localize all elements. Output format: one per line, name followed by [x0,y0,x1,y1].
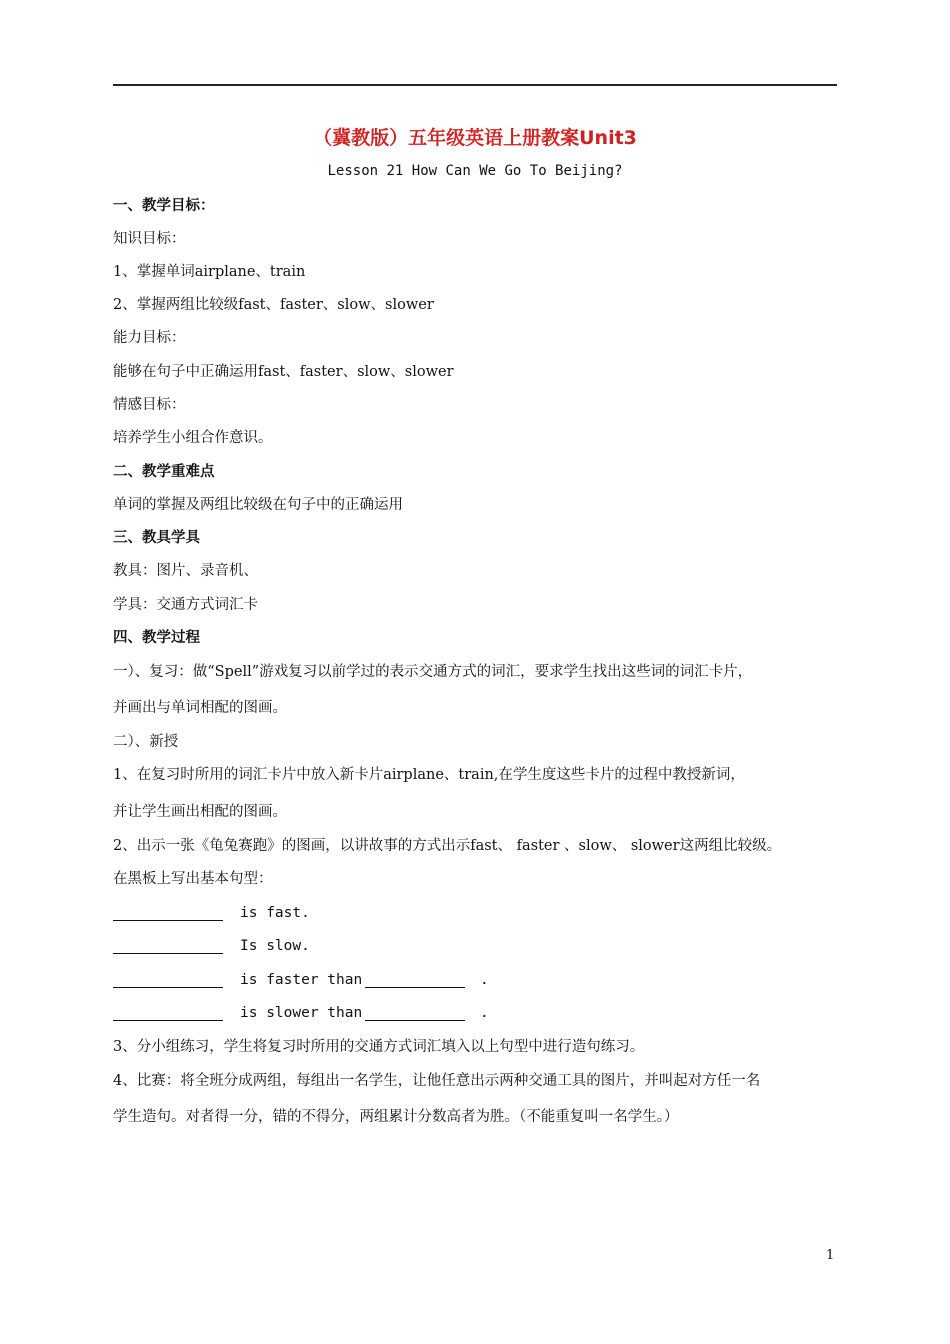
step-3-text: 3、分小组练习，学生将复习时所用的交通方式词汇填入以上句型中进行造句练习。 [113,1039,645,1055]
step-2-line-1: 2、出示一张《龟兔赛跑》的图画，以讲故事的方式出示fast、 faster 、slow、 slower这两组比较级。 [113,838,782,854]
fill-blank-1 [113,920,223,921]
section-3-heading: 三、教具学具 [113,530,200,546]
emotion-text: 培养学生小组合作意识。 [113,430,273,446]
fill-blank-3b [365,987,465,988]
section-2-heading: 二、教学重难点 [113,464,215,480]
step-1-line-1: 1、在复习时所用的词汇卡片中放入新卡片airplane、train,在学生度这些卡片的过程中教授新词， [113,767,745,783]
review-paragraph-line-1: 一）、复习：做“Spell”游戏复习以前学过的表示交通方式的词汇，要求学生找出这些词的词汇卡片， [113,664,753,680]
step-4-line-2: 学生造句。对者得一分，错的不得分，两组累计分数高者为胜。（不能重复叫一名学生。） [113,1109,679,1125]
step-4-line-1: 4、比赛：将全班分成两组，每组出一名学生，让他任意出示两种交通工具的图片，并叫起对方任一名 [113,1073,761,1089]
section-1-heading: 一、教学目标： [113,198,215,214]
teacher-tools: 教具：图片、录音机、 [113,563,258,579]
lesson-subtitle: Lesson 21 How Can We Go To Beijing? [327,163,623,179]
fill-blank-4b [365,1020,465,1021]
sentence-end-3: . [480,972,489,988]
section-4-heading: 四、教学过程 [113,630,200,646]
sentence-pattern-3: is faster than [240,972,363,988]
knowledge-item-2: 2、掌握两组比较级fast、faster、slow、slower [113,297,434,313]
sentence-end-4: . [480,1005,489,1021]
student-tools: 学具：交通方式词汇卡 [113,597,258,613]
sentence-pattern-2: Is slow. [240,938,310,954]
step-1-line-2: 并让学生画出相配的图画。 [113,804,287,820]
new-teaching-heading: 二）、新授 [113,734,179,750]
header-rule [113,84,837,86]
step-2-line-2: 在黑板上写出基本句型： [113,871,273,887]
fill-blank-2 [113,953,223,954]
knowledge-item-1: 1、掌握单词airplane、train [113,264,306,280]
emotion-label: 情感目标： [113,397,186,413]
section-2-text: 单词的掌握及两组比较级在句子中的正确运用 [113,497,403,513]
page-number: 1 [826,1248,835,1263]
ability-text: 能够在句子中正确运用fast、faster、slow、slower [113,364,454,380]
sentence-pattern-1: is fast. [240,905,310,921]
knowledge-label: 知识目标： [113,231,186,247]
fill-blank-4 [113,1020,223,1021]
sentence-pattern-4: is slower than [240,1005,363,1021]
fill-blank-3 [113,987,223,988]
document-title: （冀教版）五年级英语上册教案Unit3 [313,127,637,149]
review-paragraph-line-2: 并画出与单词相配的图画。 [113,700,287,716]
ability-label: 能力目标： [113,330,186,346]
